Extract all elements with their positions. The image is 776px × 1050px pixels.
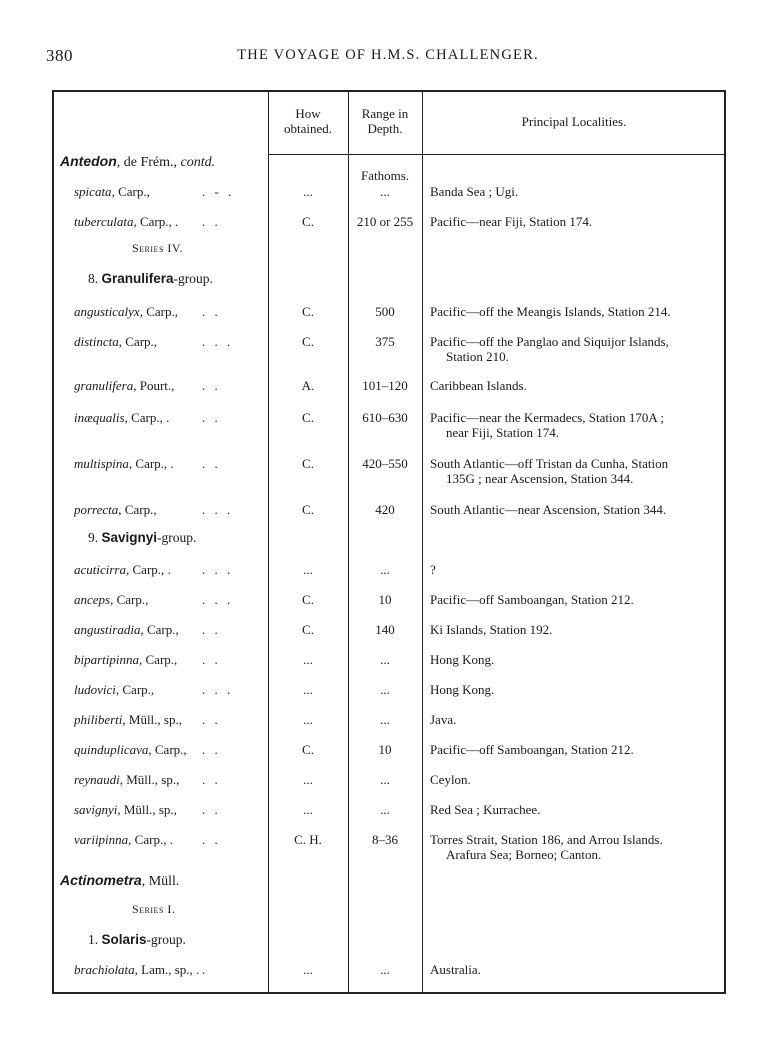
species-name: ludovici, Carp., [74,682,155,697]
depth-range: ... [380,652,390,667]
leader-dots: . . [202,456,221,471]
how-obtained: ... [303,802,313,817]
table-row [52,832,726,862]
locality: Ki Islands, Station 192. [430,622,553,637]
table-row [52,562,726,592]
species-name: angustiradia, Carp., [74,622,179,637]
group-heading-solaris: 1. Solaris-group. [88,932,186,947]
species-name: anceps, Carp., [74,592,149,607]
series-heading: Series I. [132,902,176,916]
species-name: savignyi, Müll., sp., [74,802,177,817]
how-obtained: C. [302,456,314,471]
genus-author: , de Frém., [116,155,178,170]
locality: Pacific—near Fiji, Station 174. [430,214,593,229]
genus-author: , Müll. [141,874,180,889]
table-row [52,772,726,802]
species-name: philiberti, Müll., sp., [74,712,182,727]
how-obtained: ... [303,652,313,667]
how-obtained: ... [303,772,313,787]
how-obtained: C. [302,334,314,349]
leader-dots: . . [202,622,221,637]
how-obtained: C. H. [294,832,322,847]
species-name: angusticalyx, Carp., [74,304,178,319]
locality: Pacific—off the Meangis Islands, Station 214. [430,304,671,319]
column-header-how [268,106,348,136]
leader-dots: . . . [202,682,234,697]
leader-dots: . . . [202,334,234,349]
table-row [52,682,726,712]
table-row [52,592,726,622]
leader-dots: . . . [202,562,234,577]
column-header-range-line2: Depth. [367,121,403,136]
leader-dots: . . [202,410,221,425]
how-obtained: C. [302,304,314,319]
locality: Caribbean Islands. [430,378,527,393]
how-obtained: C. [302,592,314,607]
depth-range: 420–550 [362,456,408,471]
table-row [52,304,726,334]
running-title: THE VOYAGE OF H.M.S. CHALLENGER. [237,47,539,63]
species-name: multispina, Carp., . [74,456,174,471]
locality: Pacific—off Samboangan, Station 212. [430,592,634,607]
leader-dots: . . [202,772,221,787]
table-row [52,742,726,772]
how-obtained: ... [303,682,313,697]
genus-heading-antedon [60,153,215,171]
species-name: reynaudi, Müll., sp., [74,772,180,787]
page-header [0,0,776,70]
table-row [52,712,726,742]
depth-unit-label: Fathoms. [360,168,410,183]
how-obtained: ... [303,712,313,727]
species-name: spicata, Carp., [74,184,150,199]
locality: Banda Sea ; Ugi. [430,184,519,199]
depth-range: 610–630 [362,410,408,425]
depth-range: 101–120 [362,378,408,393]
leader-dots: . . [202,742,221,757]
table-row [52,802,726,832]
leader-dots: . . [202,652,221,667]
locality: Pacific—off Samboangan, Station 212. [430,742,634,757]
locality: Hong Kong. [430,652,495,667]
table-row [52,456,726,486]
locality: Pacific—off the Panglao and Siquijor Islands, Station 210. [430,334,669,364]
locality: South Atlantic—off Tristan da Cunha, Station 135G ; near Ascension, Station 344. [430,456,669,486]
species-name: bipartipinna, Carp., [74,652,178,667]
species-name: quinduplicava, Carp., [74,742,187,757]
depth-range: 500 [375,304,395,319]
table-row [52,214,726,244]
depth-range: 10 [378,742,392,757]
leader-dots: . - . [202,184,235,199]
how-obtained: C. [302,502,314,517]
depth-range: 140 [375,622,395,637]
leader-dots: . . [202,214,221,229]
leader-dots: . . [202,832,221,847]
depth-range: ... [380,682,390,697]
depth-range: ... [380,962,390,977]
leader-dots: . . [202,712,221,727]
depth-range: ... [380,562,390,577]
column-header-how-line2: obtained. [283,121,332,136]
how-obtained: C. [302,742,314,757]
depth-range: 8–36 [372,832,398,847]
genus-contd: contd. [180,155,216,170]
leader-dots: . . . [202,592,234,607]
locality: Torres Strait, Station 186, and Arrou Islands. Arafura Sea; Borneo; Canton. [430,832,663,862]
table-row [52,410,726,440]
species-name: acuticirra, Carp., . [74,562,171,577]
species-name: variipinna, Carp., . [74,832,173,847]
table-row [52,502,726,532]
depth-range: 375 [375,334,395,349]
depth-range: ... [380,184,390,199]
locality: Red Sea ; Kurrachee. [430,802,541,817]
leader-dots: . . . [202,502,234,517]
series-heading: Series IV. [132,241,184,255]
leader-dots: . . [202,802,221,817]
species-name: tuberculata, Carp., . [74,214,179,229]
table-top-rule [52,90,726,92]
species-name: brachiolata, Lam., sp., . [74,962,200,977]
locality: ? [430,562,436,577]
leader-dots: . . [202,304,221,319]
group-heading-granulifera: 8. Granulifera-group. [88,271,213,286]
depth-range: 10 [378,592,392,607]
species-name: distincta, Carp., [74,334,158,349]
table-row [52,378,726,408]
how-obtained: ... [303,562,313,577]
leader-dots: . . [202,378,221,393]
how-obtained: C. [302,622,314,637]
locality: Hong Kong. [430,682,495,697]
depth-range: ... [380,772,390,787]
how-obtained: C. [302,214,314,229]
table-bottom-rule [52,992,726,994]
page-number: 380 [46,46,73,65]
column-header-how-line1: How [295,106,321,121]
locality: Ceylon. [430,772,471,787]
table-row [52,652,726,682]
locality: South Atlantic—near Ascension, Station 344. [430,502,667,517]
how-obtained: ... [303,962,313,977]
genus-name: Antedon [60,153,117,169]
how-obtained: A. [301,378,315,393]
species-table [52,90,726,994]
column-header-range [348,106,422,136]
column-header-range-line1: Range in [361,106,409,121]
leader-dots: . [202,962,209,977]
genus-name: Actinometra [60,872,142,888]
species-name: inæqualis, Carp., . [74,410,170,425]
locality: Java. [430,712,457,727]
header-bottom-rule [268,154,726,155]
table-row [52,622,726,652]
table-row [52,184,726,214]
depth-range: ... [380,802,390,817]
table-row [52,962,726,992]
species-name: granulifera, Pourt., [74,378,175,393]
locality: Australia. [430,962,481,977]
column-header-localities: Principal Localities. [521,114,627,129]
genus-heading-actinometra [60,872,179,890]
how-obtained: C. [302,410,314,425]
species-name: porrecta, Carp., [74,502,157,517]
locality: Pacific—near the Kermadecs, Station 170A ; near Fiji, Station 174. [430,410,664,440]
how-obtained: ... [303,184,313,199]
depth-range: ... [380,712,390,727]
depth-range: 420 [375,502,395,517]
table-row [52,334,726,364]
group-heading-savignyi: 9. Savignyi-group. [88,530,197,545]
depth-range: 210 or 255 [356,214,414,229]
